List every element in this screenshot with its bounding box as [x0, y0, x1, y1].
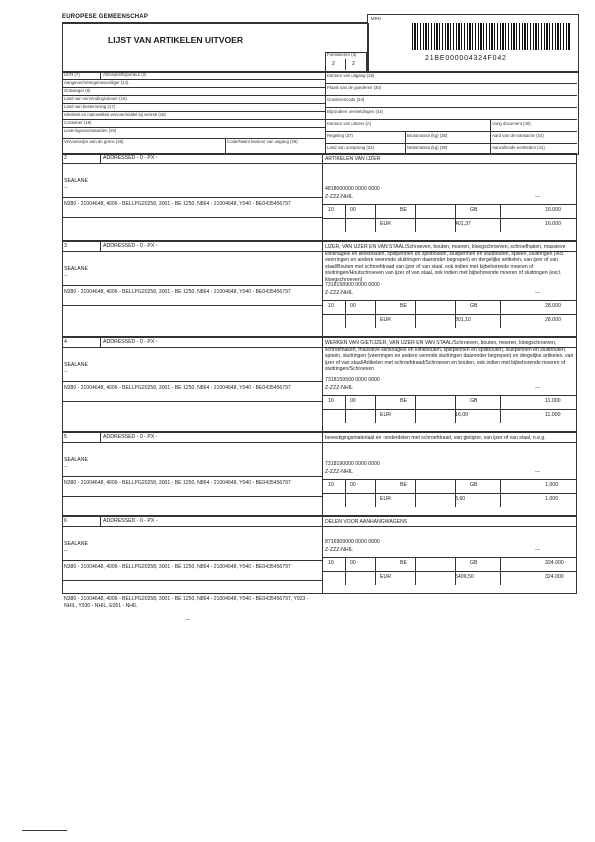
field-land-verzending: Land van verzending/uitvoer (15) — [64, 96, 127, 101]
item-col-divider — [375, 300, 376, 328]
community-label: EUROPESE GEMEENSCHAP — [62, 14, 149, 20]
item-gross-mass: 28.000 — [545, 303, 561, 309]
item-col-divider — [415, 557, 416, 585]
item-col-divider — [375, 557, 376, 585]
item-rule — [62, 442, 322, 443]
item-gross-mass: 11.000 — [545, 398, 561, 404]
item-rule — [62, 381, 322, 382]
item-code-2: 00 — [350, 207, 356, 213]
item-procedure: Z-ZZZ-NHIL — [325, 469, 353, 475]
item-rule — [322, 526, 577, 527]
item-value: 16,00 — [455, 412, 468, 418]
item-mark: SEALANE — [64, 178, 88, 184]
field-brutomassa: Brutomassa (kg) (35) — [407, 133, 448, 138]
field-land-bestemming: Land van bestemming (17) — [64, 104, 116, 109]
item-value: 3,60 — [455, 496, 466, 502]
item-code-1: 10 — [328, 398, 334, 404]
item-code-2: 00 — [350, 560, 356, 566]
item-no-divider — [100, 432, 101, 442]
field-vervoerwijze: Vervoerwijze aan de grens (25) — [64, 139, 124, 144]
item-dash: --- — [535, 290, 541, 296]
item-code-1: 10 — [328, 207, 334, 213]
item-rule — [322, 493, 577, 494]
item-no-divider — [100, 153, 101, 163]
item-country-origin: BE — [400, 398, 407, 404]
item-mark-dash: -- — [64, 548, 68, 554]
field-aard-transactie: Aard van de transactie (24) — [492, 133, 544, 138]
item-rule — [322, 314, 577, 315]
item-net-mass: 16.000 — [545, 221, 561, 227]
item-divider — [322, 241, 323, 337]
item-divider — [322, 153, 323, 241]
item-rule — [322, 571, 577, 572]
item-col-divider — [375, 204, 376, 232]
item-col-divider — [375, 395, 376, 423]
item-number: 6 — [64, 518, 67, 524]
item-procedure: Z-ZZZ-NHIL — [325, 194, 353, 200]
item-value: 5409,50 — [455, 574, 474, 580]
field-kantoor-uitgang: Kantoor van uitgang (29) — [327, 73, 375, 78]
item-col-divider — [500, 395, 501, 423]
item-mark-dash: -- — [64, 464, 68, 470]
item-rule — [62, 580, 322, 581]
item-code-1: 10 — [328, 482, 334, 488]
item-country-dest: GB — [470, 398, 478, 404]
field-oorsprong: Land van oorsprong (34) — [327, 145, 375, 150]
item-divider — [322, 337, 323, 432]
field-leveringsvoorwaarden: Leveringsvoorwaarden (20) — [64, 128, 117, 133]
item-col-divider — [415, 395, 416, 423]
item-col-divider — [415, 479, 416, 507]
mrn-barcode — [412, 23, 570, 50]
item-documents: N380 - 21004648, 4006 - BELLPG20258, 3001 - BE 1250, N864 - 21004648, Y040 - BE0435456797 — [64, 289, 291, 295]
mrn-label: MRN — [371, 16, 381, 21]
item-value: 401,37 — [455, 221, 471, 227]
field-vervoermiddel: Identiteit en nationaliteit vervoermiddel bij vertrek (18) — [64, 112, 166, 117]
item-packaging: ADDRESSED - 0 - PX - — [103, 243, 158, 249]
field-aangever-nr: Aangever/Vertegenwoordiger (14) — [64, 80, 129, 85]
item-code-1: 10 — [328, 560, 334, 566]
field-vorig-doc: Vorig document (40) — [492, 121, 531, 126]
item-mark: SEALANE — [64, 457, 88, 463]
field-douane-kantoor: Kantoor van uitvoer (A) — [327, 121, 372, 126]
item-rule — [322, 163, 577, 164]
item-rule — [322, 557, 577, 558]
item-rule — [62, 526, 322, 527]
field-goederencode: Goederencode (33) — [327, 97, 365, 102]
item-currency: EUR — [380, 317, 391, 323]
footer-dash: --- — [185, 617, 191, 623]
item-country-dest: GB — [470, 207, 478, 213]
item-col-divider — [415, 300, 416, 328]
item-code-2: 00 — [350, 482, 356, 488]
field-ontvanger: Ontvanger (8) — [64, 88, 91, 93]
item-packaging: ADDRESSED - 0 - PX - — [103, 339, 158, 345]
mrn-number: 21BE000004324F042 — [425, 55, 507, 62]
field-aanvullende-eenheden: Aanvullende eenheden (41) — [492, 145, 545, 150]
item-net-mass: 324.000 — [545, 574, 564, 580]
item-description: IJZER, VAN IJZER EN VAN STAAL/Schroeven, bouten, moeren, kloegschroeven, schroefhaken, massieve klinknagels en klinkbouten, splitpennen en splitbouten, sluitpennen en sluitbouten, spieën, sluitringen (incl. veerringen en andere veerende sluitringen daaronder begrepen) en dergelijke artikelen, van ijzer of van staal/Bouten met schroefdraad van ijzer of van staal, ook indien met bijbehorende moeren of sluitringen/Houtschroeven van ijzer of van staal, ook indien met bijbehorende moeren of sluitringen (excl. kloegschroeven) — [325, 244, 566, 283]
item-description: bevestigingsmateriaal en -onderdelen met schroefdraad, van gietijzer, van ijzer of van staal, n.e.g. — [325, 435, 546, 441]
item-divider — [322, 516, 323, 594]
item-documents: N380 - 21004648, 4006 - BELLPG20258, 3001 - BE 1250, N864 - 21004648, Y040 - BE0435456797 — [64, 480, 291, 486]
form-page: 2 — [332, 61, 335, 67]
field-nettomassa: Nettomassa (kg) (38) — [407, 145, 448, 150]
item-col-divider — [500, 300, 501, 328]
item-number: 2 — [64, 155, 67, 161]
item-documents: N380 - 21004648, 4006 - BELLPG20258, 3001 - BE 1250, N864 - 21004648, Y040 - BE0435456797 — [64, 564, 291, 570]
item-col-divider — [455, 300, 456, 328]
item-number: 5 — [64, 434, 67, 440]
item-procedure: Z-ZZZ-NHIL — [325, 547, 353, 553]
item-divider — [322, 432, 323, 516]
item-no-divider — [100, 241, 101, 251]
item-description: DELEN VOOR AANHANGWAGENS — [325, 519, 408, 525]
item-rule — [322, 395, 577, 396]
item-mark: SEALANE — [64, 541, 88, 547]
item-country-origin: BE — [400, 207, 407, 213]
item-col-divider — [375, 479, 376, 507]
item-country-origin: BE — [400, 482, 407, 488]
item-commodity-code: 7318190000 0000 0000 — [325, 461, 380, 467]
item-number: 3 — [64, 243, 67, 249]
item-mark-dash: -- — [64, 185, 68, 191]
item-rule — [62, 217, 322, 218]
page-title: LIJST VAN ARTIKELEN UITVOER — [108, 35, 244, 45]
item-net-mass: 11.000 — [545, 412, 561, 418]
item-col-divider — [415, 204, 416, 232]
item-rule — [62, 560, 322, 561]
item-commodity-code: 7318159500 0000 0000 — [325, 377, 380, 383]
item-commodity-code: 4818000000 0000 0000 — [325, 186, 380, 192]
item-mark: SEALANE — [64, 362, 88, 368]
item-documents: N380 - 21004648, 4006 - BELLPG20258, 3001 - BE 1250, N864 - 21004648, Y040 - BE0435456797 — [64, 201, 291, 207]
item-dash: --- — [535, 547, 541, 553]
item-col-divider — [345, 395, 346, 423]
item-col-divider — [455, 395, 456, 423]
form-total: 2 — [352, 61, 355, 67]
item-rule — [322, 300, 577, 301]
item-rule — [322, 218, 577, 219]
item-col-divider — [500, 204, 501, 232]
item-col-divider — [345, 300, 346, 328]
page-footer-rule — [22, 830, 67, 831]
item-description: ARTIKELEN VAN IJZER — [325, 156, 381, 162]
item-description: WERKEN VAN GIETIJZER, VAN IJZER EN VAN STAAL/Schroeven, bouten, moeren, kloegschroeven, schroefhaken, massieve klinknagels en klinkbouten, splitpennen en splitbouten, sluitpennen en sluitbouten, spieën, sluitringen (veerringen en andere verende sluitringen daaronder begrepen) en dergelijke artikelen, van ijzer of van staal/Artikelen met schroefdraad/Schroeven en bouten, ook indien met bijbehorende moeren of sluitringen/Schroeven — [325, 340, 574, 373]
item-dash: --- — [535, 469, 541, 475]
field-aanvullende-info: Bijzondere vermeldingen (44) — [327, 109, 384, 114]
item-packaging: ADDRESSED - 0 - PX - — [103, 518, 158, 524]
item-mark-dash: -- — [64, 369, 68, 375]
item-mark-dash: -- — [64, 273, 68, 279]
item-rule — [62, 496, 322, 497]
item-currency: EUR — [380, 574, 391, 580]
item-col-divider — [345, 204, 346, 232]
item-rule — [62, 251, 322, 252]
item-gross-mass: 1.000 — [545, 482, 558, 488]
item-currency: EUR — [380, 412, 391, 418]
item-country-origin: BE — [400, 560, 407, 566]
item-col-divider — [500, 479, 501, 507]
item-currency: EUR — [380, 221, 391, 227]
item-commodity-code: 8716909000 0000 0000 — [325, 539, 380, 545]
item-rule — [322, 442, 577, 443]
item-dash: --- — [535, 385, 541, 391]
item-col-divider — [345, 557, 346, 585]
item-currency: EUR — [380, 496, 391, 502]
item-gross-mass: 324.000 — [545, 560, 564, 566]
item-col-divider — [455, 204, 456, 232]
field-opslag: Regeling (37) — [327, 133, 353, 138]
item-country-dest: GB — [470, 560, 478, 566]
item-code-2: 00 — [350, 398, 356, 404]
field-exporteur-nr: UCR (7) — [64, 72, 80, 77]
item-rule — [322, 204, 577, 205]
item-number: 4 — [64, 339, 67, 345]
forms-label: Formulieren (3) — [327, 52, 357, 57]
item-rule — [62, 285, 322, 286]
item-packaging: ADDRESSED - 0 - PX - — [103, 155, 158, 161]
item-code-1: 10 — [328, 303, 334, 309]
item-no-divider — [100, 516, 101, 526]
field-container: Container (19) — [64, 120, 92, 125]
item-gross-mass: 16.000 — [545, 207, 561, 213]
item-rule — [62, 476, 322, 477]
item-rule — [62, 347, 322, 348]
item-packaging: ADDRESSED - 0 - PX - — [103, 434, 158, 440]
item-rule — [62, 163, 322, 164]
item-col-divider — [345, 479, 346, 507]
item-col-divider — [455, 557, 456, 585]
item-col-divider — [455, 479, 456, 507]
field-code-douane: Code/Naam kantoor van uitgang (29) — [227, 139, 298, 144]
item-no-divider — [100, 337, 101, 347]
item-rule — [322, 479, 577, 480]
item-net-mass: 28.000 — [545, 317, 561, 323]
item-rule — [62, 305, 322, 306]
item-rule — [62, 401, 322, 402]
title-box — [62, 23, 369, 73]
item-mark: SEALANE — [64, 266, 88, 272]
item-documents: N380 - 21004648, 4006 - BELLPG20258, 3001 - BE 1250, N864 - 21004648, Y040 - BE0435456797 — [64, 385, 291, 391]
item-country-dest: GB — [470, 482, 478, 488]
field-plaats-goederen: Plaats van de goederen (30) — [327, 85, 382, 90]
item-dash: --- — [535, 194, 541, 200]
footer-documents: N380 - 21004648, 4006 - BELLPG20258, 3001 - BE 1250, N864 - 21004648, Y040 - BE0435456797, Y923 - NHIL, Y930 - NHIL, E051 - NHIL — [64, 596, 309, 609]
item-commodity-code: 7318158900 0000 0000 — [325, 282, 380, 288]
item-rule — [62, 197, 322, 198]
field-aangever: Afzender/Exporteur (2) — [103, 72, 147, 77]
item-procedure: Z-ZZZ-NHIL — [325, 290, 353, 296]
item-country-origin: BE — [400, 303, 407, 309]
item-code-2: 00 — [350, 303, 356, 309]
item-net-mass: 1.000 — [545, 496, 558, 502]
item-value: 301,10 — [455, 317, 471, 323]
item-col-divider — [500, 557, 501, 585]
item-procedure: Z-ZZZ-NHIL — [325, 385, 353, 391]
item-country-dest: GB — [470, 303, 478, 309]
item-rule — [322, 409, 577, 410]
